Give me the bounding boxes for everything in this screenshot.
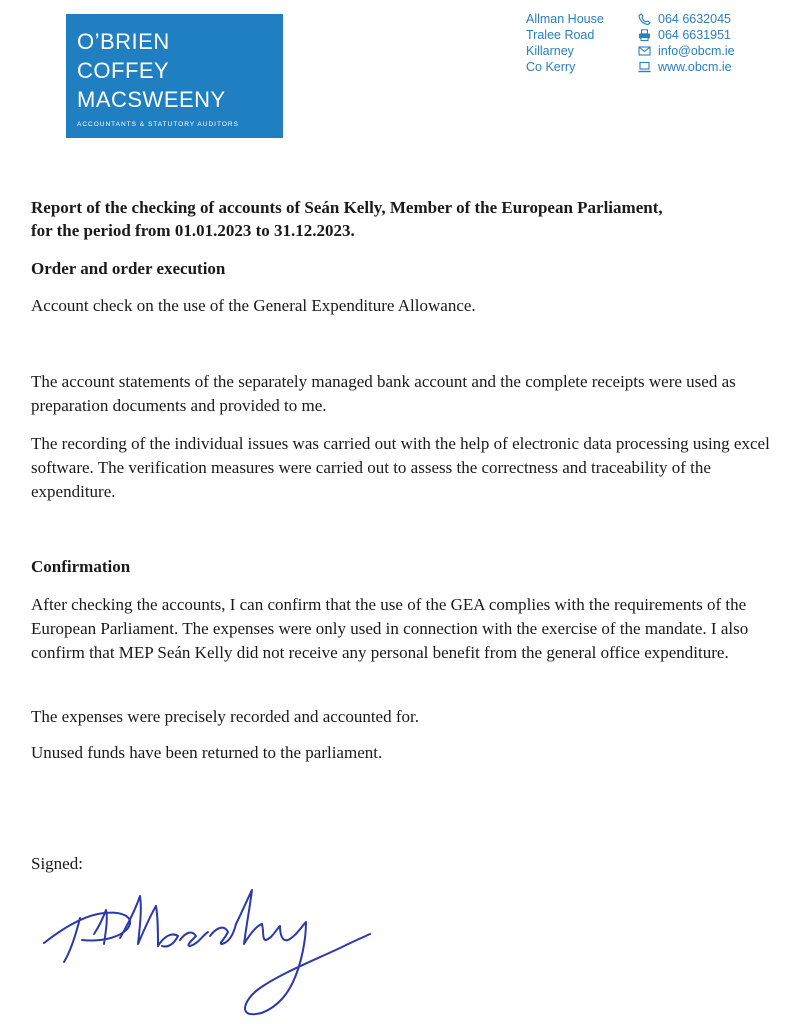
address-line-1: Allman House [526,12,604,26]
section-order-para-3-wrap [31,432,781,504]
logo-line-2: COFFEY [77,58,170,83]
email-icon [638,45,651,57]
contact-email [638,43,735,59]
address-line-4: Co Kerry [526,60,576,74]
section-order-heading: Order and order execution [31,259,226,278]
section-order-para-2: The account statements of the separately managed bank account and the complete receipts were used as preparation documents and provided to me. [31,372,736,415]
section-order-heading-wrap [31,257,781,280]
contact-fax [638,27,735,43]
web-icon [638,61,651,73]
section-order-para-1: Account check on the use of the General Expenditure Allowance. [31,296,476,315]
logo-line-3: MACSWEENY [77,87,226,112]
phone-icon [638,13,651,25]
address-line-3: Killarney [526,44,574,58]
section-order-para-3: The recording of the individual issues was carried out with the help of electronic data processing using excel software. The verification measures were carried out to assess the correctness and traceability of the expenditure. [31,434,770,501]
fax-icon [638,29,651,41]
section-confirmation-heading-wrap [31,555,781,578]
address-block [526,11,604,75]
section-confirmation-para-2: The expenses were precisely recorded and accounted for. [31,707,419,726]
section-confirmation-para-1-wrap [31,593,781,665]
address-line-2: Tralee Road [526,28,595,42]
section-order-para-2-wrap [31,370,781,418]
contact-block [638,11,735,75]
logo-line-1: O’BRIEN [77,29,170,54]
signed-label: Signed: [31,854,83,873]
contact-phone [638,11,735,27]
contact-web-text: www.obcm.ie [658,60,732,74]
contact-phone-text: 064 6632045 [658,12,731,26]
section-order-para-1-wrap [31,294,781,318]
report-title-line-2: for the period from 01.01.2023 to 31.12.2023. [31,221,355,240]
section-confirmation-heading: Confirmation [31,557,131,576]
contact-fax-text: 064 6631951 [658,28,731,42]
section-confirmation-para-2-wrap [31,705,781,729]
report-title [31,196,781,242]
contact-web [638,59,735,75]
section-confirmation-para-1: After checking the accounts, I can confirm that the use of the GEA complies with the requirements of the European Parliament. The expenses were only used in connection with the exercise of the mandate. I also confirm that MEP Seán Kelly did not receive any personal benefit from the general office expenditure. [31,595,749,662]
section-confirmation-para-3-wrap [31,741,781,765]
logo-tagline: ACCOUNTANTS & STATUTORY AUDITORS [77,121,239,128]
handwritten-signature [40,888,380,1018]
section-confirmation-para-3: Unused funds have been returned to the parliament. [31,743,383,762]
report-title-line-1: Report of the checking of accounts of Seán Kelly, Member of the European Parliament, [31,198,663,217]
contact-email-text: info@obcm.ie [658,44,735,58]
company-logo [66,14,283,138]
signed-label-wrap [31,852,781,876]
